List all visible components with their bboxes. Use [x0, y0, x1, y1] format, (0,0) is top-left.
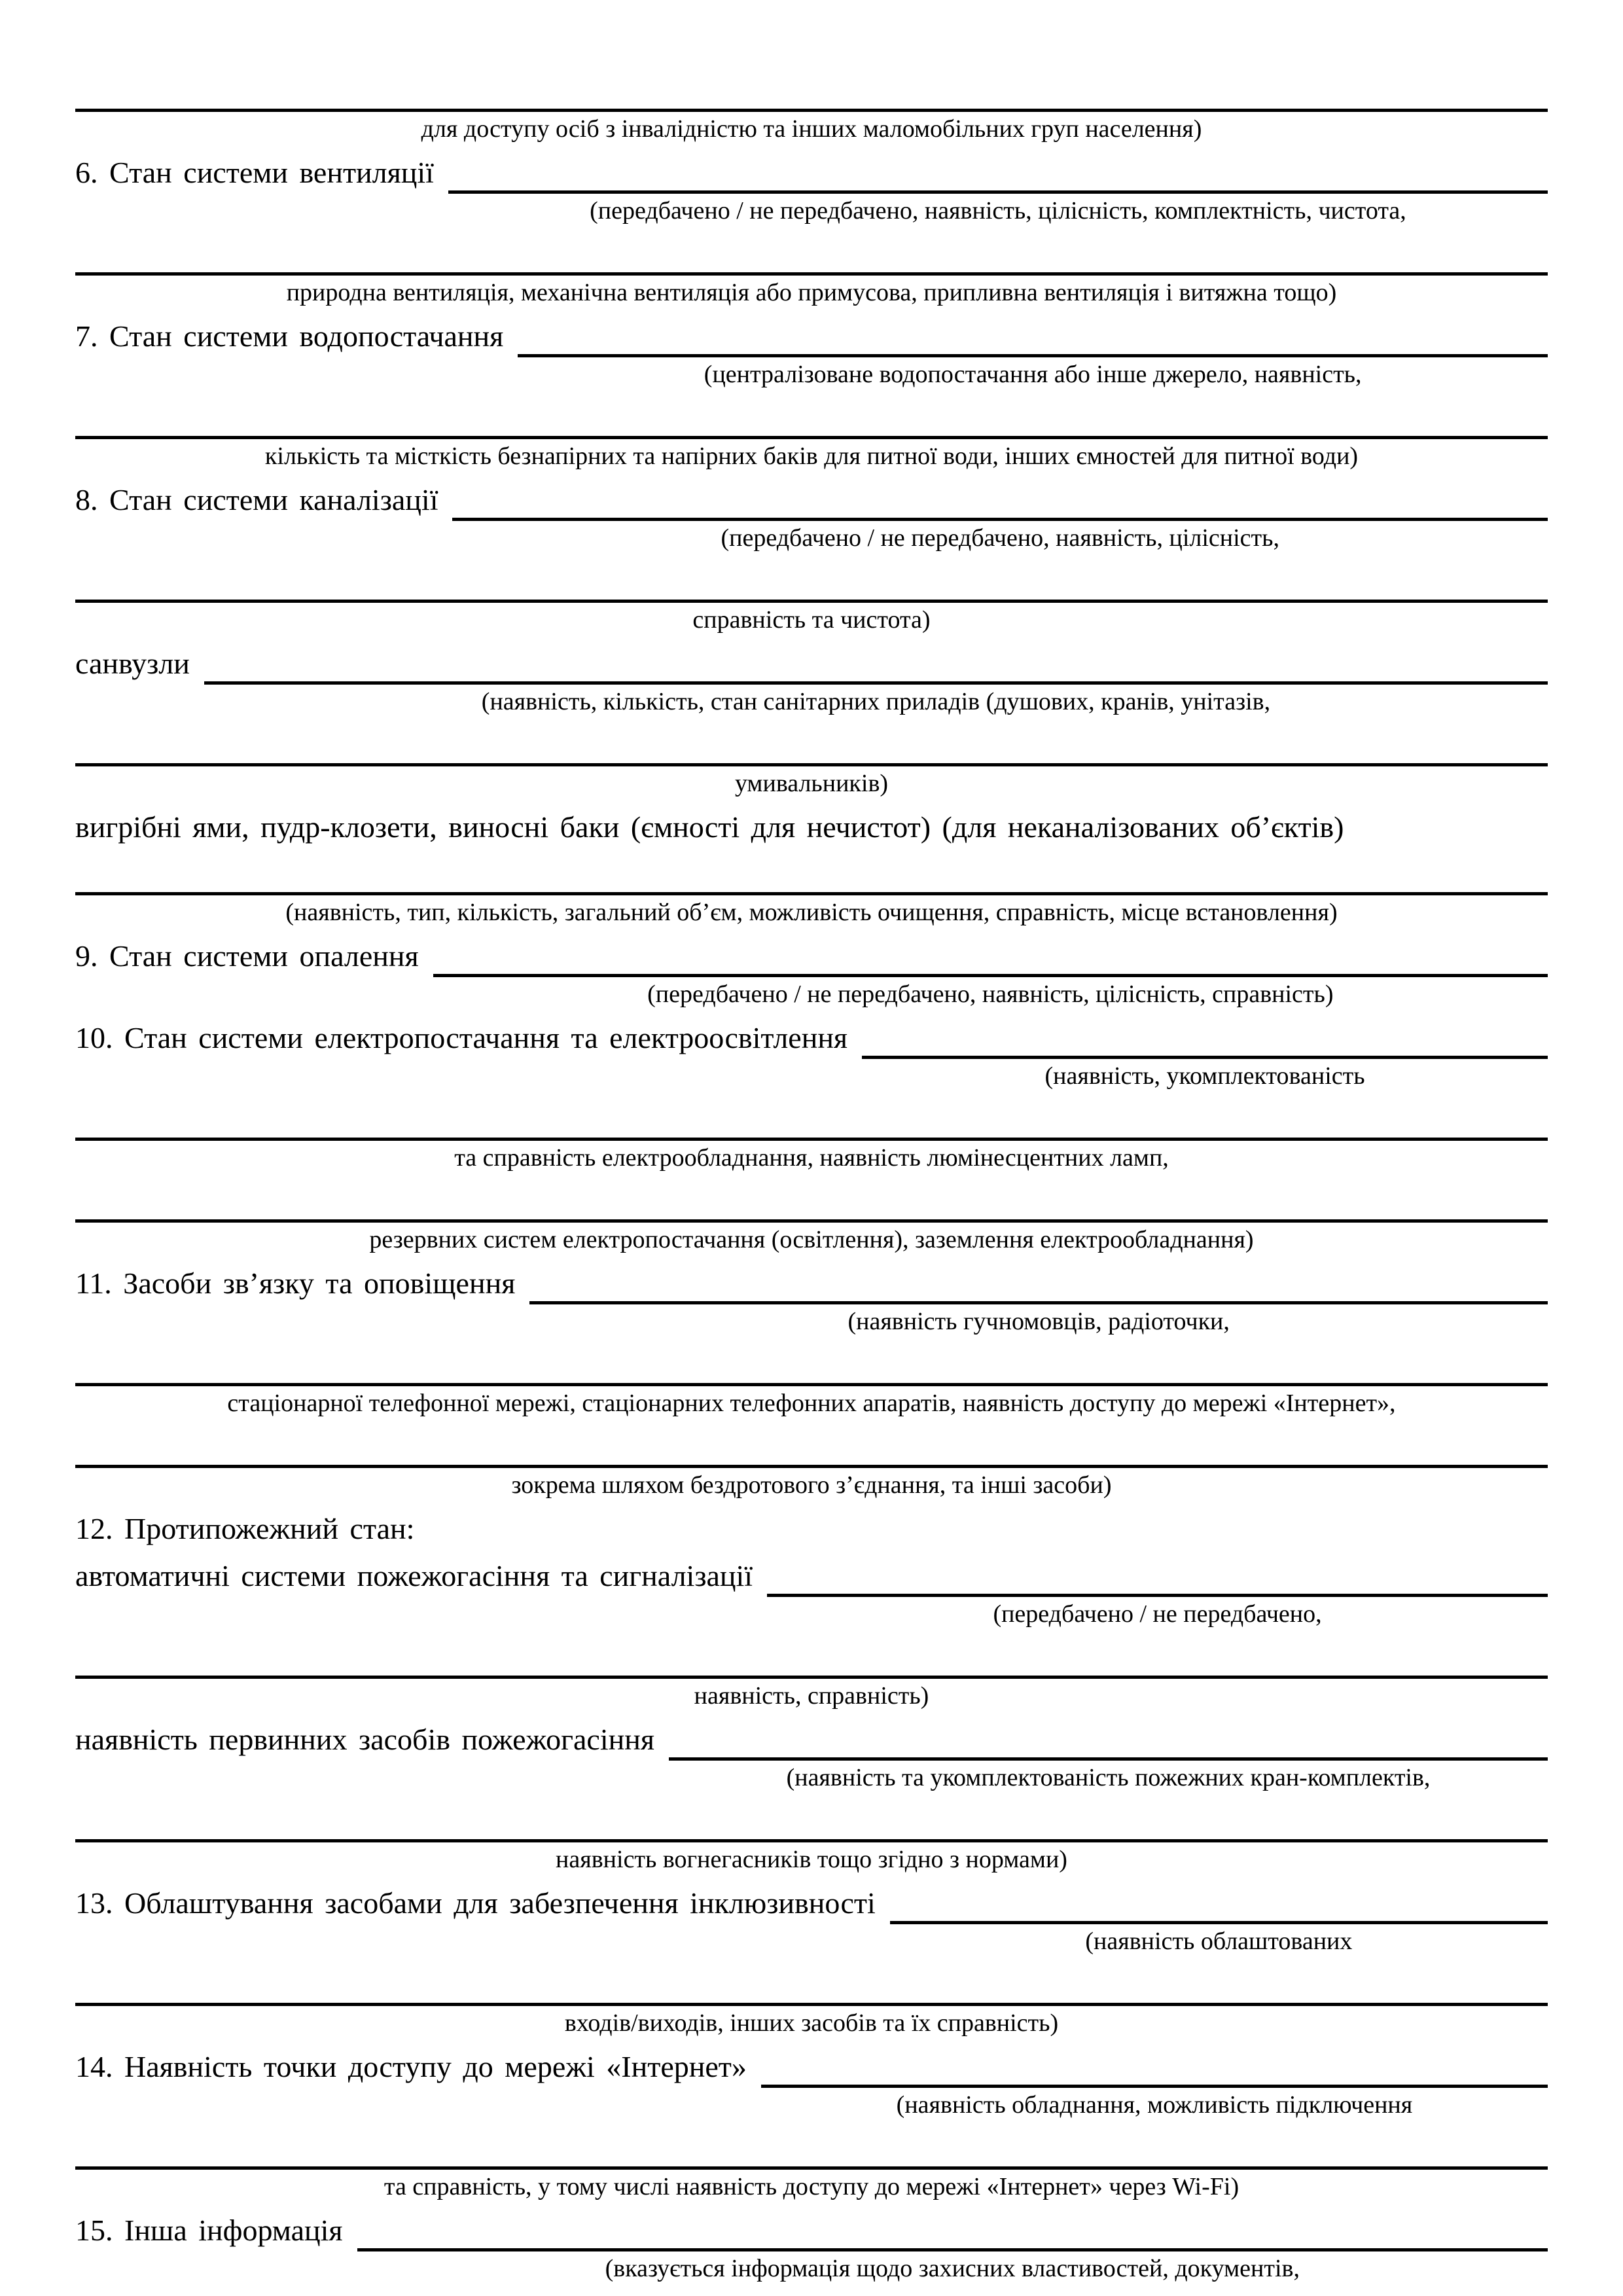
- fill-in-line: [448, 155, 1548, 194]
- fill-in-line: [529, 1266, 1548, 1304]
- form-field-row: [75, 646, 1548, 716]
- field-hint: стаціонарної телефонної мережі, стаціонарних телефонних апаратів, наявність доступу до мережі «Інтернет»,: [227, 1390, 1396, 1417]
- fill-in-line: [75, 857, 1548, 895]
- field-label: 9. Стан системи опалення: [75, 939, 419, 973]
- field-label: 13. Облаштування засобами для забезпечення інклюзивності: [75, 1886, 876, 1920]
- fill-in-line: [75, 1102, 1548, 1141]
- field-hint: зокрема шляхом бездротового з’єднання, та інші засоби): [511, 1471, 1112, 1499]
- field-hint: (вказується інформація щодо захисних властивостей, документів,: [605, 2255, 1300, 2282]
- fill-in-line: [75, 1804, 1548, 1842]
- field-label: 15. Інша інформація: [75, 2214, 343, 2247]
- fill-in-blank-row: [75, 1348, 1548, 1418]
- fill-in-line: [75, 237, 1548, 276]
- field-hint: (передбачено / не передбачено,: [993, 1600, 1322, 1628]
- fill-in-blank-row: [75, 1640, 1548, 1710]
- form-field-row: [75, 1886, 1548, 1956]
- form-field-row: [75, 482, 1548, 552]
- field-hint: (передбачено / не передбачено, наявність, цілісність, справність): [647, 980, 1334, 1008]
- fill-in-blank-row: [75, 1184, 1548, 1254]
- fill-in-line: [75, 2131, 1548, 2170]
- fill-in-line: [890, 1886, 1548, 1924]
- form-field-row: [75, 2213, 1548, 2283]
- fill-in-line: [433, 939, 1548, 977]
- field-hint: (наявність обладнання, можливість підключення: [896, 2091, 1413, 2119]
- fill-in-blank-row: [75, 1804, 1548, 1874]
- fill-in-line: [75, 1967, 1548, 2006]
- fill-in-blank-row: [75, 2131, 1548, 2201]
- fill-in-blank-row: [75, 237, 1548, 307]
- field-hint: кількість та місткість безнапірних та напірних баків для питної води, інших ємностей для питної води): [264, 442, 1359, 470]
- fill-in-line: [75, 1640, 1548, 1679]
- fill-in-line: [767, 1558, 1548, 1597]
- fill-in-line: [761, 2049, 1548, 2088]
- field-label: 14. Наявність точки доступу до мережі «Інтернет»: [75, 2050, 747, 2083]
- field-hint: (передбачено / не передбачено, наявність, цілісність,: [721, 524, 1279, 552]
- field-hint: (наявність гучномовців, радіоточки,: [847, 1308, 1230, 1335]
- fill-in-blank-row: [75, 1967, 1548, 2037]
- field-hint: резервних систем електропостачання (освітлення), заземлення електрообладнання): [369, 1226, 1254, 1253]
- form-field-row: [75, 1266, 1548, 1336]
- form-field-row: [75, 1020, 1548, 1090]
- field-hint: входів/виходів, інших засобів та їх справність): [564, 2009, 1059, 2037]
- field-hint: та справність електрообладнання, наявність люмінесцентних ламп,: [454, 1144, 1169, 1172]
- form-field-row: [75, 2049, 1548, 2119]
- fill-in-blank-row: [75, 728, 1548, 798]
- fill-in-blank-row: [75, 73, 1548, 143]
- field-label: 6. Стан системи вентиляції: [75, 156, 434, 189]
- field-hint: та справність, у тому числі наявність доступу до мережі «Інтернет» через Wi-Fi): [383, 2173, 1240, 2200]
- fill-in-blank-row: [75, 564, 1548, 634]
- fill-in-line: [518, 319, 1548, 357]
- form-field-row: [75, 1722, 1548, 1792]
- fill-in-line: [357, 2213, 1548, 2251]
- form-field-row: [75, 155, 1548, 225]
- fill-in-line: [75, 1348, 1548, 1386]
- fill-in-line: [452, 482, 1548, 521]
- fill-in-blank-row: [75, 1429, 1548, 1499]
- field-label: санвузли: [75, 647, 190, 680]
- form-text-line: вигрібні ями, пудр-клозети, виносні баки (ємності для нечистот) (для неканалізованих об’єктів): [75, 810, 1344, 844]
- fill-in-line: [75, 73, 1548, 112]
- fill-in-line: [862, 1020, 1548, 1059]
- field-hint: наявність, справність): [694, 1682, 929, 1710]
- field-label: 11. Засоби зв’язку та оповіщення: [75, 1266, 516, 1300]
- fill-in-blank-row: [75, 1102, 1548, 1172]
- field-hint: умивальників): [734, 770, 889, 797]
- field-hint: для доступу осіб з інвалідністю та інших маломобільних груп населення): [421, 115, 1202, 143]
- field-hint: (наявність та укомплектованість пожежних кран-комплектів,: [786, 1764, 1431, 1791]
- form-text-line: 12. Протипожежний стан:: [75, 1512, 415, 1545]
- field-hint: справність та чистота): [692, 606, 931, 634]
- field-hint: природна вентиляція, механічна вентиляція або примусова, припливна вентиляція і витяжна тощо): [286, 279, 1337, 306]
- field-hint: (наявність облаштованих: [1085, 1928, 1353, 1955]
- field-label: автоматичні системи пожежогасіння та сигналізації: [75, 1559, 753, 1592]
- fill-in-line: [75, 728, 1548, 766]
- fill-in-line: [75, 1184, 1548, 1223]
- fill-in-line: [75, 1429, 1548, 1468]
- form-field-row: [75, 1558, 1548, 1628]
- form-field-row: [75, 939, 1548, 1009]
- field-hint: (наявність, тип, кількість, загальний об’єм, можливість очищення, справність, місце встановлення): [285, 899, 1338, 926]
- fill-in-line: [75, 564, 1548, 603]
- field-label: 7. Стан системи водопостачання: [75, 319, 504, 353]
- field-hint: наявність вогнегасників тощо згідно з нормами): [556, 1846, 1067, 1873]
- fill-in-blank-row: [75, 857, 1548, 927]
- field-label: наявність первинних засобів пожежогасіння: [75, 1723, 655, 1756]
- field-hint: (наявність, кількість, стан санітарних приладів (душових, кранів, унітазів,: [481, 688, 1271, 715]
- field-hint: (передбачено / не передбачено, наявність, цілісність, комплектність, чистота,: [590, 197, 1406, 224]
- fill-in-blank-row: [75, 401, 1548, 471]
- field-label: 10. Стан системи електропостачання та електроосвітлення: [75, 1021, 848, 1054]
- field-label: 8. Стан системи каналізації: [75, 483, 438, 516]
- fill-in-line: [204, 646, 1548, 685]
- field-hint: (наявність, укомплектованість: [1044, 1062, 1365, 1090]
- field-hint: (централізоване водопостачання або інше джерело, наявність,: [704, 361, 1362, 388]
- fill-in-line: [75, 401, 1548, 439]
- fill-in-line: [669, 1722, 1548, 1761]
- form-field-row: [75, 319, 1548, 389]
